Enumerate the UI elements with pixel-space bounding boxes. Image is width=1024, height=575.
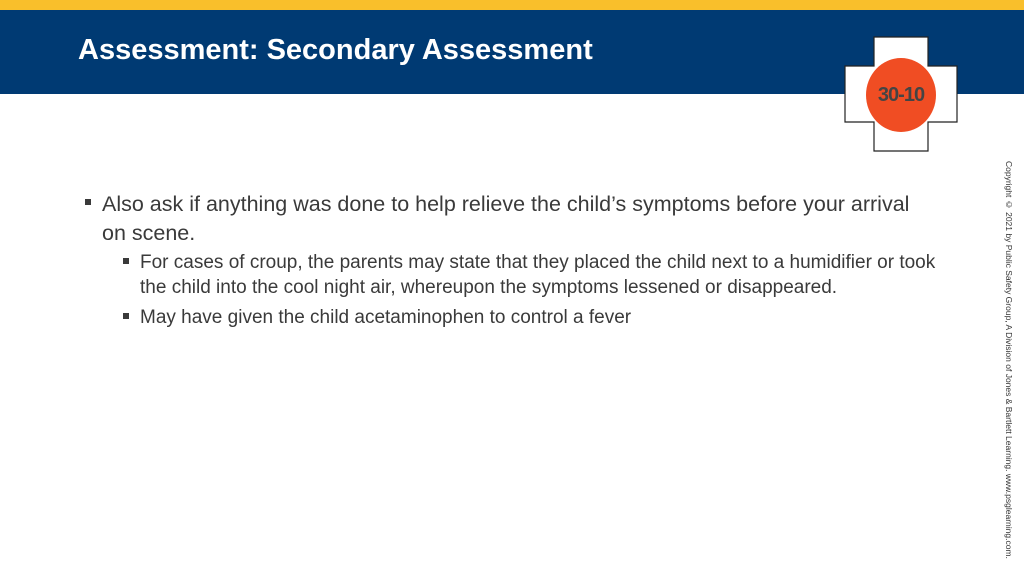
top-accent-stripe [0, 0, 1024, 10]
sub-bullet-text: For cases of croup, the parents may state that they placed the child next to a humidifier or took the child into the cool night air, whereupon the symptoms lessened or disappeared. [140, 252, 936, 298]
slide-title: Assessment: Secondary Assessment [78, 34, 593, 66]
copyright-notice: Copyright © 2021 by Public Safety Group, A Division of Jones & Bartlett Learning. www.psglearning.com. [1004, 161, 1014, 559]
square-bullet-icon [85, 199, 91, 205]
sub-bullet-item [122, 250, 940, 300]
bullet-list [84, 190, 964, 330]
bullet-text: Also ask if anything was done to help relieve the child’s symptoms before your arrival on scene. [102, 192, 910, 245]
slide-number-badge: 30-10 [866, 58, 936, 132]
bullet-item [84, 190, 922, 248]
square-bullet-icon [123, 258, 129, 264]
square-bullet-icon [123, 313, 129, 319]
sub-bullet-item [122, 305, 940, 330]
sub-bullet-text: May have given the child acetaminophen to control a fever [140, 307, 632, 328]
